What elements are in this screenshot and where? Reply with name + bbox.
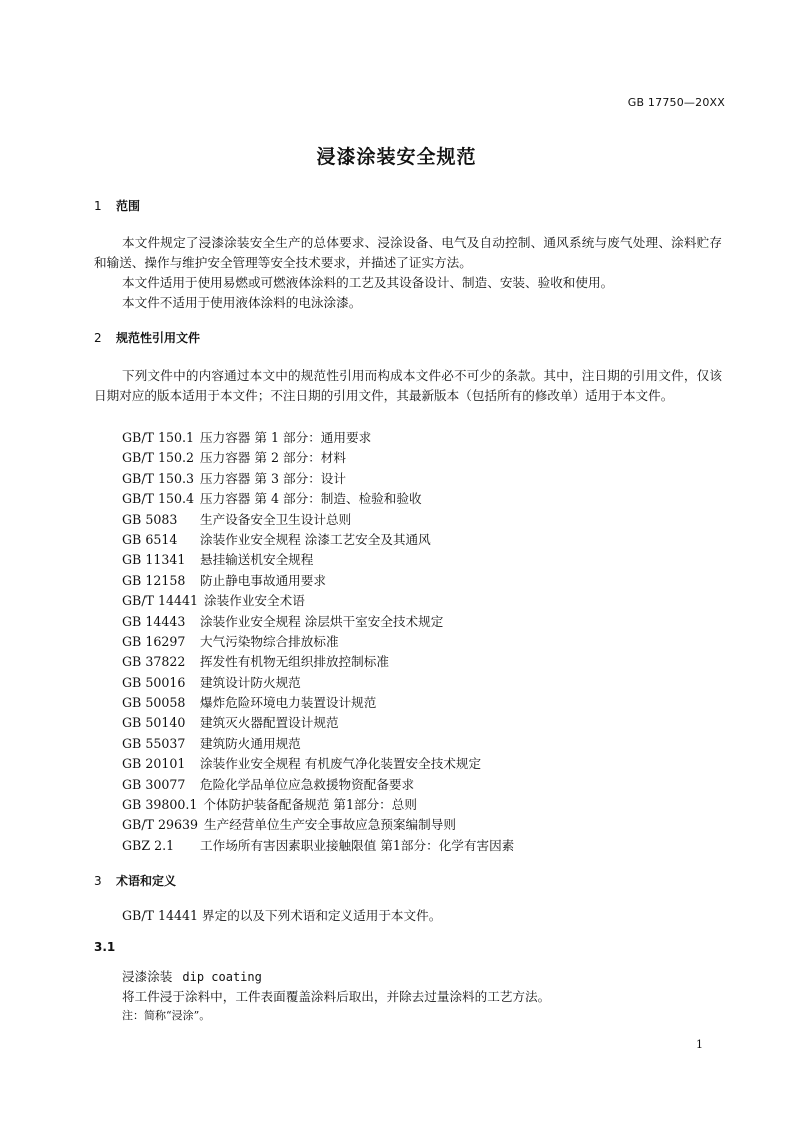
list-item <box>122 469 514 489</box>
list-item <box>122 489 514 509</box>
reference-code: GB 12158 <box>122 572 186 588</box>
list-item <box>122 510 514 530</box>
reference-code: GB 5083 <box>122 511 178 527</box>
term-entry <box>122 967 550 1025</box>
reference-title: 个体防护装备配备规范 第1部分：总则 <box>203 797 417 813</box>
term-english: dip coating <box>182 970 262 984</box>
reference-title: 建筑防火通用规范 <box>200 735 301 751</box>
list-item <box>122 775 514 795</box>
page-title: 浸漆涂装安全规范 <box>316 146 477 168</box>
reference-code: GBZ 2.1 <box>122 837 175 853</box>
reference-title: 涂装作业安全术语 <box>204 593 305 609</box>
reference-code: GB/T 29639 <box>122 817 199 833</box>
reference-title: 大气污染物综合排放标准 <box>200 633 339 649</box>
term-chinese: 浸漆涂装 <box>122 969 173 984</box>
paragraph: 本文件适用于使用易燃或可燃液体涂料的工艺及其设备设计、制造、安装、验收和使用。 <box>122 275 614 290</box>
reference-title: 涂装作业安全规程 涂漆工艺安全及其通风 <box>200 531 431 547</box>
paragraph: 本文件规定了浸漆涂装安全生产的总体要求、浸涂设备、电气及自动控制、通风系统与废气处理、涂料贮存和输送、操作与维护安全管理等安全技术要求，并描述了证实方法。 <box>94 235 722 270</box>
reference-title: 压力容器 第 1 部分：通用要求 <box>200 430 372 445</box>
section-number: 2 <box>94 331 102 345</box>
list-item <box>122 632 514 652</box>
reference-code: GB 55037 <box>122 735 186 751</box>
section-1-heading <box>94 197 140 214</box>
paragraph: GB/T 14441 界定的以及下列术语和定义适用于本文件。 <box>122 908 442 923</box>
reference-code: GB/T 150.2 <box>122 450 195 466</box>
reference-title: 生产设备安全卫生设计总则 <box>200 511 352 527</box>
list-item <box>122 612 514 632</box>
reference-title: 生产经营单位生产安全事故应急预案编制导则 <box>204 817 456 833</box>
section-1-body <box>94 233 722 313</box>
section-title: 范围 <box>116 199 141 213</box>
term-note: 注：简称“浸涂”。 <box>122 1009 211 1022</box>
section-3-intro <box>94 906 722 926</box>
page-number: 1 <box>696 1038 703 1051</box>
reference-title: 压力容器 第 4 部分：制造、检验和验收 <box>200 491 422 507</box>
reference-title: 建筑灭火器配置设计规范 <box>200 715 339 731</box>
reference-list <box>122 428 514 856</box>
reference-code: GB 50058 <box>122 695 186 711</box>
reference-code: GB/T 150.1 <box>122 430 195 445</box>
term-number: 3.1 <box>94 940 116 954</box>
list-item <box>122 591 514 611</box>
list-item <box>122 815 514 835</box>
section-3-heading <box>94 872 176 889</box>
reference-title: 危险化学品单位应急救援物资配备要求 <box>200 776 415 792</box>
section-number: 3 <box>94 874 102 888</box>
reference-title: 工作场所有害因素职业接触限值 第1部分：化学有害因素 <box>200 837 515 853</box>
list-item <box>122 713 514 733</box>
reference-title: 挥发性有机物无组织排放控制标准 <box>200 654 389 670</box>
document-code: GB 17750—20XX <box>627 96 725 109</box>
reference-code: GB 50140 <box>122 715 186 731</box>
list-item <box>122 734 514 754</box>
list-item <box>122 693 514 713</box>
reference-code: GB 39800.1 <box>122 797 198 813</box>
reference-title: 涂装作业安全规程 涂层烘干室安全技术规定 <box>200 613 444 629</box>
reference-code: GB 30077 <box>122 776 186 792</box>
list-item <box>122 530 514 550</box>
section-title: 术语和定义 <box>116 874 177 888</box>
reference-code: GB 50016 <box>122 674 186 690</box>
list-item <box>122 754 514 774</box>
reference-title: 爆炸危险环境电力装置设计规范 <box>200 695 377 711</box>
reference-code: GB/T 14441 <box>122 593 199 609</box>
reference-title: 压力容器 第 2 部分：材料 <box>200 450 346 466</box>
list-item <box>122 652 514 672</box>
list-item <box>122 448 514 468</box>
reference-title: 防止静电事故通用要求 <box>200 572 326 588</box>
reference-code: GB 16297 <box>122 633 186 649</box>
section-2-heading <box>94 329 200 346</box>
list-item <box>122 428 514 448</box>
reference-title: 压力容器 第 3 部分：设计 <box>200 470 346 486</box>
reference-code: GB 14443 <box>122 613 186 629</box>
reference-code: GB 20101 <box>122 756 186 772</box>
section-title: 规范性引用文件 <box>116 331 201 345</box>
list-item <box>122 550 514 570</box>
reference-code: GB/T 150.4 <box>122 491 195 507</box>
list-item <box>122 836 514 856</box>
reference-code: GB/T 150.3 <box>122 470 195 486</box>
reference-title: 悬挂输送机安全规程 <box>200 552 314 568</box>
reference-title: 建筑设计防火规范 <box>200 674 301 690</box>
list-item <box>122 795 514 815</box>
term-definition: 将工件浸于涂料中，工件表面覆盖涂料后取出，并除去过量涂料的工艺方法。 <box>122 989 551 1004</box>
reference-code: GB 11341 <box>122 552 186 568</box>
reference-code: GB 6514 <box>122 531 178 547</box>
paragraph: 本文件不适用于使用液体涂料的电泳涂漆。 <box>122 295 362 310</box>
paragraph: 下列文件中的内容通过本文中的规范性引用而构成本文件必不可少的条款。其中，注日期的引用文件，仅该日期对应的版本适用于本文件；不注日期的引用文件，其最新版本（包括所有的修改单）适用于本文件。 <box>94 368 722 403</box>
list-item <box>122 571 514 591</box>
list-item <box>122 673 514 693</box>
section-number: 1 <box>94 199 102 213</box>
section-2-intro <box>94 366 722 406</box>
reference-code: GB 37822 <box>122 654 186 670</box>
reference-title: 涂装作业安全规程 有机废气净化装置安全技术规定 <box>200 756 482 772</box>
